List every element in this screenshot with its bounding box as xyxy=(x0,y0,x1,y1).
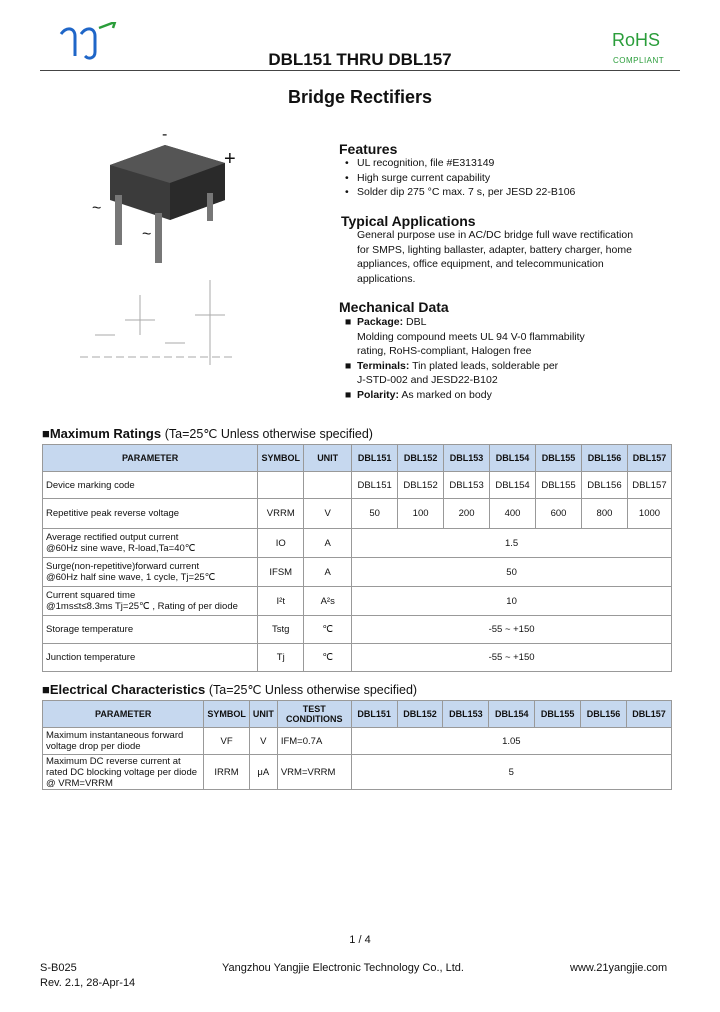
website-link[interactable]: www.21yangjie.com xyxy=(570,962,668,974)
table-row: Average rectified output current @60Hz sine wave, R-load,Ta=40℃ IO A 1.5 xyxy=(43,529,672,558)
table-row: Maximum instantaneous forward voltage drop per diode VF V IFM=0.7A 1.05 xyxy=(43,728,672,755)
table-row: Surge(non-repetitive)forward current @60Hz half sine wave, 1 cycle, Tj=25℃ IFSM A 50 xyxy=(43,558,672,587)
table-row: Repetitive peak reverse voltage VRRM V 50 100 200 400 600 800 1000 xyxy=(43,499,672,529)
package-drawing xyxy=(85,125,255,270)
table-row: Storage temperature Tstg ℃ -55 ~ +150 xyxy=(43,616,672,644)
electrical-title: ■Electrical Characteristics (Ta=25℃ Unless otherwise specified) xyxy=(42,682,418,697)
features-list xyxy=(345,156,575,200)
max-ratings-table xyxy=(42,444,672,672)
doc-code: S-B025 xyxy=(40,962,77,974)
list-item: • High surge current capability xyxy=(345,171,491,184)
table-header-row: PARAMETER SYMBOL UNIT TEST CONDITIONS DBL151 DBL152 DBL153 DBL154 DBL155 DBL156 DBL157 xyxy=(43,701,672,728)
table-row: Maximum DC reverse current at rated DC blocking voltage per diode @ VRM=VRRM IRRM μA VRM=VRRM 5 xyxy=(43,755,672,790)
header-divider xyxy=(40,70,680,71)
revision: Rev. 2.1, 28-Apr-14 xyxy=(40,977,136,989)
features-heading: Features xyxy=(339,141,398,157)
table-header-row: PARAMETER SYMBOL UNIT DBL151 DBL152 DBL153 DBL154 DBL155 DBL156 DBL157 xyxy=(43,445,672,472)
list-item: • UL recognition, file #E313149 xyxy=(345,157,495,169)
plus-terminal-label: + xyxy=(224,148,236,170)
max-ratings-title: ■Maximum Ratings (Ta=25℃ Unless otherwise specified) xyxy=(42,426,373,441)
minus-terminal-label: - xyxy=(162,126,168,143)
table-row: Current squared time @1ms≤t≤8.3ms Tj=25℃ , Rating of per diode I²t A²s 10 xyxy=(43,587,672,616)
applications-text: General purpose use in AC/DC bridge full wave rectification for SMPS, lighting ballaster, adapter, battery charger, home appliances, office equipment, and telecommunication applications. xyxy=(357,229,634,285)
mechanical-heading: Mechanical Data xyxy=(339,299,449,315)
page-number: 1 / 4 xyxy=(349,934,371,946)
list-item: • Solder dip 275 °C max. 7 s, per JESD 22-B106 xyxy=(345,186,576,198)
company-name: Yangzhou Yangjie Electronic Technology Co., Ltd. xyxy=(222,962,464,974)
ac-terminal-label-2: ~ xyxy=(142,226,152,243)
document-title: DBL151 THRU DBL157 xyxy=(268,50,452,69)
applications-heading: Typical Applications xyxy=(341,213,476,229)
ac-terminal-label-1: ~ xyxy=(92,200,102,217)
rohs-compliant-label: COMPLIANT xyxy=(613,56,665,65)
page-subtitle: Bridge Rectifiers xyxy=(287,87,433,107)
bridge-schematic xyxy=(75,275,245,385)
mechanical-list: ■ Package: DBL Molding compound meets UL 94 V-0 flammability rating, RoHS-compliant, Halogen free ■ Terminals: Tin plated leads, solderable per J-STD-002 and JESD22-B102 ■ Polarity: As marked on body xyxy=(345,316,585,401)
rohs-mark: RoHS xyxy=(612,30,661,50)
table-row: Device marking code DBL151 DBL152 DBL153 DBL154 DBL155 DBL156 DBL157 xyxy=(43,472,672,499)
table-row: Junction temperature Tj ℃ -55 ~ +150 xyxy=(43,644,672,672)
electrical-table xyxy=(42,700,672,790)
